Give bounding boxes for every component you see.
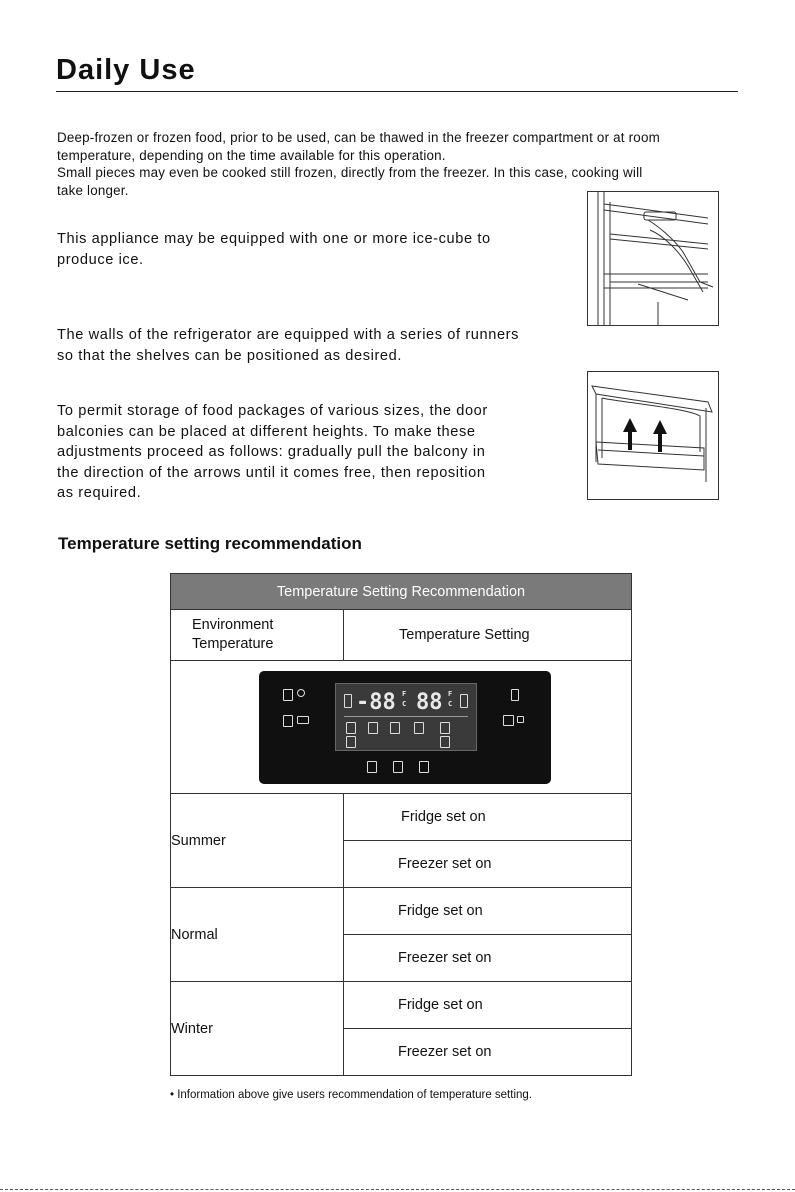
- shelf-illustration: [587, 191, 719, 326]
- table-header: Temperature Setting Recommendation: [171, 574, 632, 610]
- temperature-table: [170, 573, 632, 1076]
- cup-icon: [440, 736, 450, 748]
- freezer-temp-digits: 88: [416, 690, 443, 715]
- winter-freezer-setting: Freezer set on: [344, 1029, 632, 1076]
- environment-header: [171, 610, 344, 661]
- para1-line: temperature, depending on the time available for this operation.: [57, 147, 446, 163]
- shelf-drawing: [588, 192, 718, 325]
- winter-fridge-setting: Fridge set on: [344, 982, 632, 1029]
- child-lock-icon: [346, 736, 356, 748]
- balcony-paragraph: [57, 401, 577, 504]
- para3-line: so that the shelves can be positioned as desired.: [57, 347, 402, 364]
- freezer-door-icon: [511, 689, 519, 701]
- normal-fridge-setting: Fridge set on: [344, 888, 632, 935]
- summer-fridge-setting: Fridge set on: [344, 794, 632, 841]
- snowflake-icon: [390, 722, 400, 734]
- para2-line: produce ice.: [57, 251, 144, 268]
- eco-icon: [368, 722, 378, 734]
- para1-line: Small pieces may even be cooked still frozen, directly from the freezer. In this case, cooking will: [57, 165, 643, 180]
- para1-line: Deep-frozen or frozen food, prior to be used, can be thawed in the freezer compartment or at room: [57, 130, 660, 145]
- setting-header: Temperature Setting: [344, 610, 632, 661]
- control-panel-cell: [171, 661, 632, 794]
- footnote: • Information above give users recommendation of temperature setting.: [170, 1089, 532, 1101]
- runners-paragraph: [57, 325, 577, 366]
- para4-line: balconies can be placed at different heights. To make these: [57, 423, 476, 440]
- season-summer: Summer: [171, 794, 344, 888]
- summer-freezer-setting: Freezer set on: [344, 841, 632, 888]
- cubed-ice-icon: [393, 761, 403, 773]
- bottom-border: [0, 1189, 795, 1190]
- alarm-icon: [517, 716, 524, 723]
- lcd-screen: [335, 683, 477, 751]
- env-line2: Temperature: [192, 636, 274, 652]
- para4-line: as required.: [57, 485, 142, 502]
- lcd-divider: [344, 716, 468, 717]
- para2-line: This appliance may be equipped with one or more ice-cube to: [57, 231, 491, 247]
- season-winter: Winter: [171, 982, 344, 1076]
- control-panel-display: [259, 671, 551, 784]
- fridge-temp-digits: -88: [356, 690, 396, 715]
- crushed-ice-icon: [419, 761, 429, 773]
- env-line1: Environment: [192, 617, 274, 633]
- season-normal: Normal: [171, 888, 344, 982]
- para4-line: the direction of the arrows until it comes free, then reposition: [57, 464, 486, 481]
- para3-line: The walls of the refrigerator are equipped with a series of runners: [57, 327, 520, 343]
- fridge-door-icon: [283, 689, 293, 701]
- normal-freezer-setting: Freezer set on: [344, 935, 632, 982]
- filter-icon: [297, 716, 309, 724]
- water-cup-icon: [283, 715, 293, 727]
- ice-paragraph: [57, 229, 577, 270]
- vacation-icon: [414, 722, 424, 734]
- balcony-drawing: [588, 372, 718, 499]
- celsius-label: C: [402, 700, 407, 708]
- para1-line: take longer.: [57, 182, 129, 198]
- para4-line: adjustments proceed as follows: gradually pull the balcony in: [57, 444, 486, 461]
- mode-icon: [503, 715, 514, 726]
- lock-icon: [297, 689, 305, 697]
- thawing-paragraph: [57, 129, 747, 199]
- celsius-label: C: [448, 700, 453, 708]
- section-heading: Temperature setting recommendation: [58, 534, 362, 553]
- ice-maker-icon: [346, 722, 356, 734]
- fahrenheit-label: F: [448, 690, 453, 698]
- para4-line: To permit storage of food packages of various sizes, the door: [57, 403, 488, 419]
- title-divider: [56, 91, 738, 92]
- balcony-illustration: [587, 371, 719, 500]
- water-dispense-icon: [367, 761, 377, 773]
- page-title: Daily Use: [56, 54, 196, 86]
- fahrenheit-label: F: [402, 690, 407, 698]
- fridge-indicator-icon: [344, 694, 352, 708]
- freezer-indicator-icon: [460, 694, 468, 708]
- bulb-icon: [440, 722, 450, 734]
